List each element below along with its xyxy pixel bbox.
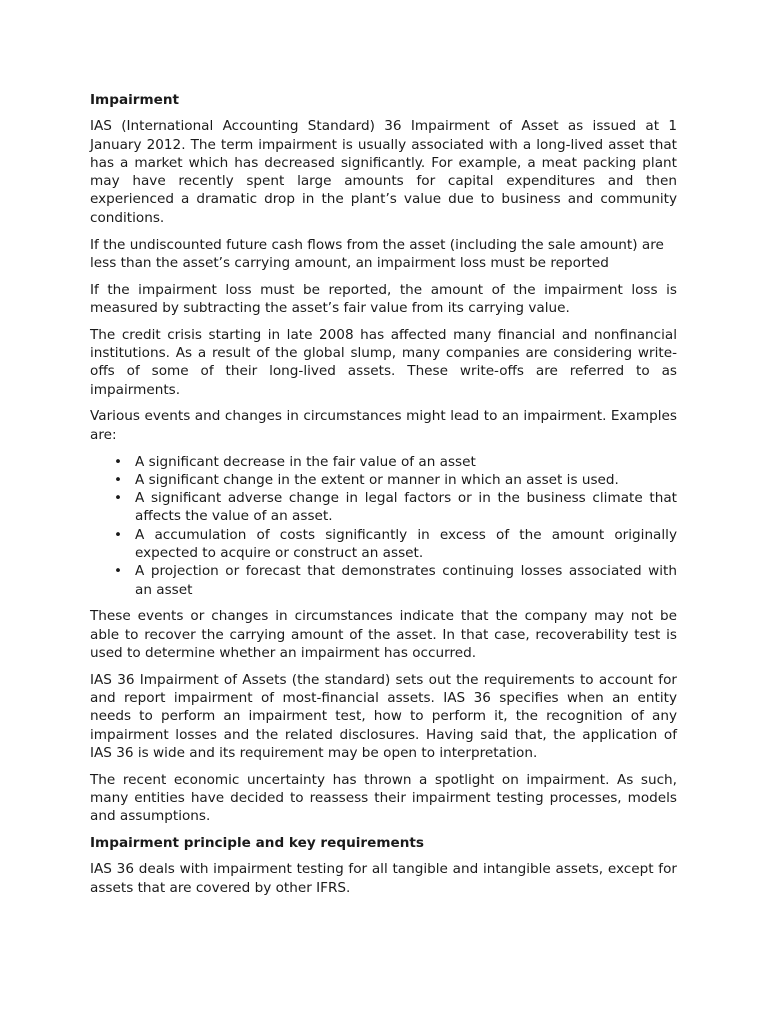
bullet-glyph: •	[114, 453, 123, 470]
bullet-glyph: •	[114, 526, 123, 543]
list-item-text: A projection or forecast that demonstrates continuing losses associated with an asset	[135, 563, 677, 598]
list-item	[90, 489, 677, 526]
paragraph-standard-scope: IAS 36 Impairment of Assets (the standard) sets out the requirements to account for and report impairment of most-financial assets. IAS 36 specifies when an entity needs to perform an impairment test, how to perform it, the recognition of any impairment losses and the related disclosures. Having said that, the application of IAS 36 is wide and its requirement may be open to interpretation.	[90, 671, 677, 761]
paragraph-events-intro: Various events and changes in circumstances might lead to an impairment. Examples are:	[90, 408, 677, 443]
list-item-text: A significant adverse change in legal factors or in the business climate that affects the value of an asset.	[135, 490, 677, 525]
bullet-glyph: •	[114, 490, 123, 507]
list-item-text: A significant decrease in the fair value of an asset	[135, 453, 476, 470]
list-item-text: A accumulation of costs significantly in excess of the amount originally expected to acquire or construct an asset.	[135, 526, 677, 562]
paragraph-tangible-intangible: IAS 36 deals with impairment testing for all tangible and intangible assets, except for assets that are covered by other IFRS.	[90, 861, 677, 896]
paragraph-loss-measurement: If the impairment loss must be reported, the amount of the impairment loss is measured by subtracting the asset’s fair value from its carrying value.	[90, 281, 677, 316]
paragraph-economic-uncertainty: The recent economic uncertainty has thrown a spotlight on impairment. As such, many entities have decided to reassess their impairment testing processes, models and assumptions.	[90, 771, 677, 825]
paragraph-undiscounted-cash-flows: If the undiscounted future cash flows from the asset (including the sale amount) are less than the asset’s carrying amount, an impairment loss must be reported	[90, 236, 664, 271]
list-item-text: A significant change in the extent or manner in which an asset is used.	[135, 471, 619, 488]
paragraph-recoverability-test: These events or changes in circumstances indicate that the company may not be able to recover the carrying amount of the asset. In that case, recoverability test is used to determine whether an impairment has occurred.	[90, 608, 677, 662]
list-item	[90, 562, 677, 599]
paragraph-ias36-intro: IAS (International Accounting Standard) 36 Impairment of Asset as issued at 1 January 2012. The term impairment is usually associated with a long-lived asset that has a market which has decreased significantly. For example, a meat packing plant may have recently spent large amounts for capital expenditures and then experienced a dramatic drop in the plant’s value due to business and community conditions.	[90, 118, 677, 226]
heading-impairment: Impairment	[90, 92, 180, 108]
bullet-glyph: •	[114, 471, 123, 488]
heading-principle-requirements: Impairment principle and key requirements	[90, 835, 424, 852]
bullet-glyph: •	[114, 563, 123, 580]
list-item	[90, 526, 677, 563]
document-page	[90, 91, 677, 906]
impairment-indicators-list	[90, 453, 677, 599]
paragraph-credit-crisis: The credit crisis starting in late 2008 has affected many financial and nonfinancial institutions. As a result of the global slump, many companies are considering write-offs of some of their long-lived assets. These write-offs are referred to as impairments.	[90, 326, 677, 398]
list-item	[90, 453, 677, 471]
list-item	[90, 471, 677, 489]
